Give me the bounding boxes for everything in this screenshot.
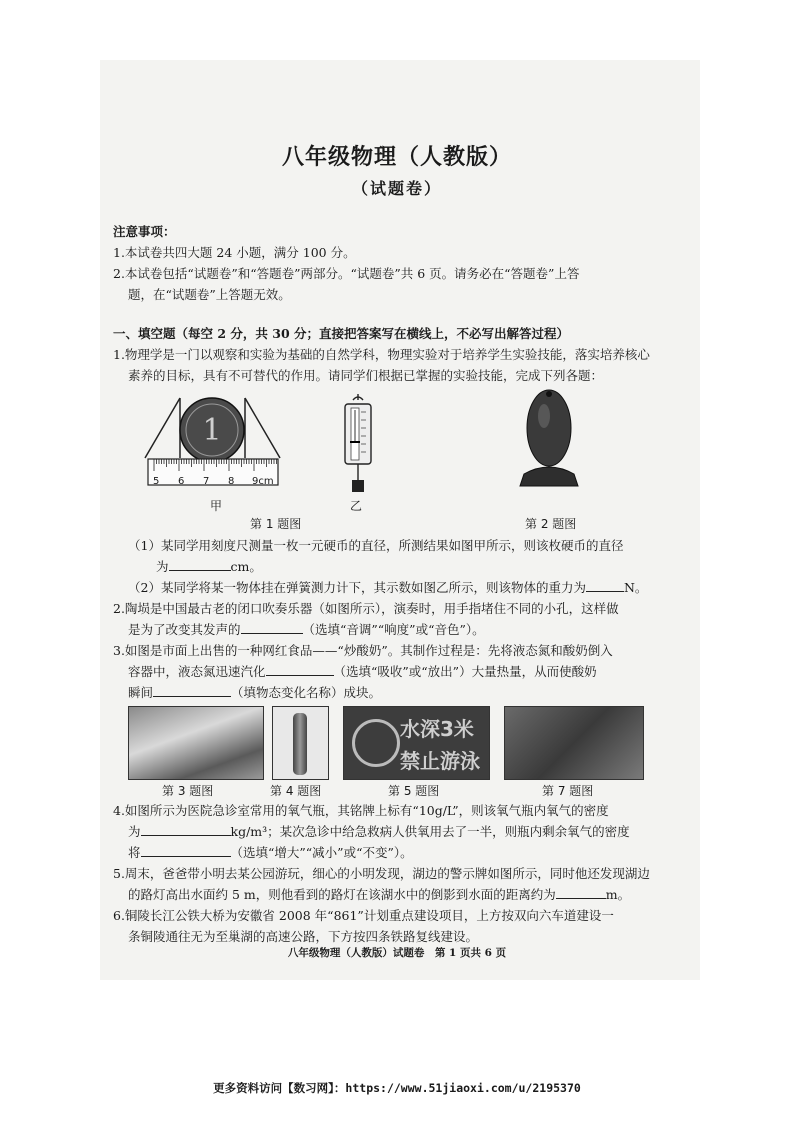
answer-blank[interactable] — [153, 683, 231, 697]
q1-part1-line-2: 为 cm。 — [156, 559, 262, 574]
page-footer: 八年级物理（人教版）试题卷 第 1 页共 6 页 — [287, 947, 507, 959]
q1-part1-line-1: （1）某同学用刻度尺测量一枚一元硬币的直径，所测结果如图甲所示，则该枚硬币的直径 — [128, 538, 624, 553]
q2-line-1: 2.陶埙是中国最古老的闭口吹奏乐器（如图所示），演奏时，用手指堵住不同的小孔，这样做 — [113, 601, 619, 616]
oxygen-cylinder-photo — [272, 706, 329, 780]
q1-line-2: 素养的目标，具有不可替代的作用。请同学们根据已掌握的实验技能，完成下列各题： — [128, 368, 604, 383]
q5-line-1: 5.周末，爸爸带小明去某公园游玩，细心的小明发现，湖边的警示牌如图所示，同时他还发现湖边 — [113, 866, 650, 881]
q3-line-3: 瞬间 （填物态变化名称）成块。 — [128, 685, 382, 700]
ruler-tick-label: 7 — [203, 476, 210, 487]
notice-heading: 注意事项： — [113, 224, 176, 239]
grass-photo — [504, 706, 644, 780]
q1-line-1: 1.物理学是一门以观察和实验为基础的自然学科，物理实验对于培养学生实验技能，落实培养核心 — [113, 347, 650, 362]
fig2-caption: 第 2 题图 — [525, 517, 577, 531]
fig-label-jia: 甲 — [210, 499, 223, 513]
answer-blank[interactable] — [141, 843, 231, 857]
ruler-tick-label: 8 — [228, 476, 235, 487]
q6-line-1: 6.铜陵长江公铁大桥为安徽省 2008 年“861”计划重点建设项目，上方按双向六车道建设一 — [113, 908, 614, 923]
fig5-caption: 第 5 题图 — [388, 784, 440, 798]
answer-blank[interactable] — [169, 557, 231, 571]
answer-blank[interactable] — [556, 885, 606, 899]
spring-scale-figure — [333, 392, 383, 502]
q6-line-2: 条铜陵通往无为至巢湖的高速公路，下方按四条铁路复线建设。 — [128, 929, 479, 944]
section1-heading: 一、填空题（每空 2 分，共 30 分；直接把答案写在横线上，不必写出解答过程） — [113, 326, 570, 341]
fig4-caption: 第 4 题图 — [270, 784, 322, 798]
answer-blank[interactable] — [266, 662, 334, 676]
notice-item-1: 1.本试卷共四大题 24 小题，满分 100 分。 — [113, 245, 356, 260]
q4-line-1: 4.如图所示为医院急诊室常用的氧气瓶，其铭牌上标有“10g/L”，则该氧气瓶内氧气的密度 — [113, 803, 609, 818]
sign-text-2: 禁止游泳 — [400, 749, 480, 773]
page-subtitle: （试题卷） — [351, 179, 442, 198]
ruler-tick-label: 5 — [153, 476, 160, 487]
fig3-caption: 第 3 题图 — [162, 784, 214, 798]
page-title: 八年级物理（人教版） — [281, 144, 512, 170]
notice-item-2: 2.本试卷包括“试题卷”和“答题卷”两部分。“试题卷”共 6 页。请务必在“答题卷”上答 — [113, 266, 580, 281]
q4-line-3: 将 （选填“增大”“减小”或“不变”）。 — [128, 845, 413, 860]
fig7-caption: 第 7 题图 — [542, 784, 594, 798]
svg-text:1: 1 — [202, 413, 222, 448]
notice-item-2-cont: 题，在“试题卷”上答题无效。 — [128, 287, 291, 302]
q3-line-1: 3.如图是市面上出售的一种网红食品——“炒酸奶”。其制作过程是：先将液态氮和酸奶倒入 — [113, 643, 613, 658]
q4-line-2: 为 kg/m³；某次急诊中给急救病人供氧用去了一半，则瓶内剩余氧气的密度 — [128, 824, 630, 839]
warning-sign-photo — [343, 706, 490, 780]
xun-instrument-figure — [514, 386, 584, 491]
yogurt-photo — [128, 706, 264, 780]
answer-blank[interactable] — [586, 578, 624, 592]
q5-line-2: 的路灯高出水面约 5 m，则他看到的路灯在该湖水中的倒影到水面的距离约为 m。 — [128, 887, 631, 902]
answer-blank[interactable] — [141, 822, 231, 836]
fig1-caption: 第 1 题图 — [250, 517, 302, 531]
q2-line-2: 是为了改变其发声的 （选填“音调”“响度”或“音色”）。 — [128, 622, 485, 637]
ruler-tick-label: 9cm — [252, 476, 274, 487]
fig-label-yi: 乙 — [350, 499, 363, 513]
sign-text-1: 水深3米 — [400, 717, 474, 741]
source-link[interactable]: 更多资料访问【数习网】：https://www.51jiaoxi.com/u/2195370 — [213, 1081, 581, 1095]
q3-line-2: 容器中，液态氮迅速汽化 （选填“吸收”或“放出”）大量热量，从而使酸奶 — [128, 664, 597, 679]
q1-part2-line: （2）某同学将某一物体挂在弹簧测力计下，其示数如图乙所示，则该物体的重力为 N。 — [128, 580, 648, 595]
ruler-tick-label: 6 — [178, 476, 185, 487]
answer-blank[interactable] — [241, 620, 303, 634]
